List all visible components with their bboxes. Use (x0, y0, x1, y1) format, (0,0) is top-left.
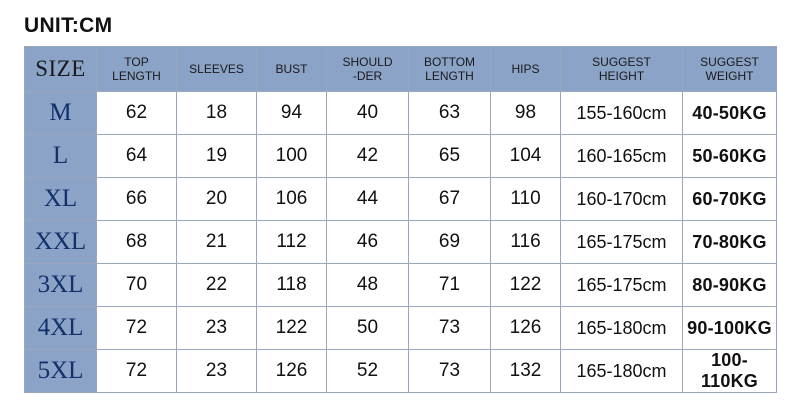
cell-suggest-weight: 50-60KG (683, 135, 777, 178)
cell-top-length: 72 (97, 307, 177, 350)
table-row (25, 221, 777, 264)
cell-shoulder: 40 (327, 92, 409, 135)
cell-size: 4XL (25, 307, 97, 350)
cell-suggest-weight: 80-90KG (683, 264, 777, 307)
cell-size: L (25, 135, 97, 178)
cell-sleeves: 22 (177, 264, 257, 307)
cell-hips: 132 (491, 350, 561, 393)
cell-shoulder: 44 (327, 178, 409, 221)
cell-suggest-weight: 60-70KG (683, 178, 777, 221)
column-header-size-line-1: SIZE (35, 56, 86, 81)
cell-sleeves: 20 (177, 178, 257, 221)
cell-bottom-length: 73 (409, 350, 491, 393)
column-header-sleeves-line-1: SLEEVES (189, 62, 244, 76)
cell-size: XXL (25, 221, 97, 264)
cell-hips: 98 (491, 92, 561, 135)
cell-bust: 106 (257, 178, 327, 221)
cell-suggest-height: 165-180cm (561, 350, 683, 393)
cell-hips: 116 (491, 221, 561, 264)
cell-hips: 126 (491, 307, 561, 350)
column-header-size (25, 47, 97, 92)
cell-shoulder: 50 (327, 307, 409, 350)
cell-top-length: 68 (97, 221, 177, 264)
cell-bust: 126 (257, 350, 327, 393)
cell-bottom-length: 67 (409, 178, 491, 221)
size-table (24, 46, 777, 393)
table-row (25, 264, 777, 307)
column-header-top-length (97, 47, 177, 92)
column-header-suggest-height-line-2: HEIGHT (598, 69, 645, 83)
cell-top-length: 62 (97, 92, 177, 135)
column-header-shoulder (327, 47, 409, 92)
cell-bottom-length: 73 (409, 307, 491, 350)
cell-suggest-height: 165-180cm (561, 307, 683, 350)
cell-bust: 122 (257, 307, 327, 350)
column-header-suggest-height (561, 47, 683, 92)
cell-sleeves: 18 (177, 92, 257, 135)
table-header (25, 47, 777, 92)
cell-suggest-height: 160-170cm (561, 178, 683, 221)
cell-suggest-height: 165-175cm (561, 264, 683, 307)
cell-sleeves: 23 (177, 350, 257, 393)
column-header-bottom-length (409, 47, 491, 92)
cell-bottom-length: 71 (409, 264, 491, 307)
cell-top-length: 64 (97, 135, 177, 178)
cell-size: 3XL (25, 264, 97, 307)
column-header-shoulder-line-2: -DER (352, 69, 383, 83)
cell-bust: 100 (257, 135, 327, 178)
table-row (25, 92, 777, 135)
column-header-suggest-weight (683, 47, 777, 92)
column-header-bust-line-1: BUST (275, 62, 308, 76)
cell-shoulder: 48 (327, 264, 409, 307)
column-header-top-length-line-2: LENGTH (112, 69, 161, 83)
column-header-bust (257, 47, 327, 92)
table-row (25, 350, 777, 393)
cell-suggest-weight: 90-100KG (683, 307, 777, 350)
cell-suggest-height: 160-165cm (561, 135, 683, 178)
column-header-sleeves (177, 47, 257, 92)
size-table-container (24, 46, 776, 393)
cell-sleeves: 21 (177, 221, 257, 264)
column-header-hips-line-1: HIPS (511, 62, 540, 76)
cell-top-length: 72 (97, 350, 177, 393)
table-row (25, 307, 777, 350)
unit-label: UNIT:CM (24, 14, 113, 37)
cell-hips: 110 (491, 178, 561, 221)
cell-shoulder: 52 (327, 350, 409, 393)
cell-suggest-weight: 70-80KG (683, 221, 777, 264)
column-header-suggest-weight-line-2: WEIGHT (705, 69, 754, 83)
cell-shoulder: 46 (327, 221, 409, 264)
cell-bottom-length: 69 (409, 221, 491, 264)
cell-bottom-length: 63 (409, 92, 491, 135)
cell-bust: 118 (257, 264, 327, 307)
column-header-top-length-line-1: TOP (124, 55, 149, 69)
cell-size: M (25, 92, 97, 135)
column-header-bottom-length-line-1: BOTTOM (423, 55, 476, 69)
table-body (25, 92, 777, 393)
cell-bust: 94 (257, 92, 327, 135)
column-header-hips (491, 47, 561, 92)
column-header-bottom-length-line-2: LENGTH (425, 69, 474, 83)
cell-suggest-height: 165-175cm (561, 221, 683, 264)
column-header-shoulder-line-1: SHOULD (342, 55, 393, 69)
cell-top-length: 70 (97, 264, 177, 307)
cell-top-length: 66 (97, 178, 177, 221)
table-row (25, 135, 777, 178)
cell-shoulder: 42 (327, 135, 409, 178)
cell-sleeves: 19 (177, 135, 257, 178)
column-header-suggest-weight-line-1: SUGGEST (700, 55, 759, 69)
header-row (25, 47, 777, 92)
cell-bust: 112 (257, 221, 327, 264)
cell-size: XL (25, 178, 97, 221)
cell-suggest-height: 155-160cm (561, 92, 683, 135)
table-row (25, 178, 777, 221)
cell-bottom-length: 65 (409, 135, 491, 178)
cell-hips: 122 (491, 264, 561, 307)
column-header-suggest-height-line-1: SUGGEST (592, 55, 651, 69)
cell-suggest-weight: 100-110KG (683, 350, 777, 393)
cell-hips: 104 (491, 135, 561, 178)
cell-suggest-weight: 40-50KG (683, 92, 777, 135)
cell-size: 5XL (25, 350, 97, 393)
cell-sleeves: 23 (177, 307, 257, 350)
